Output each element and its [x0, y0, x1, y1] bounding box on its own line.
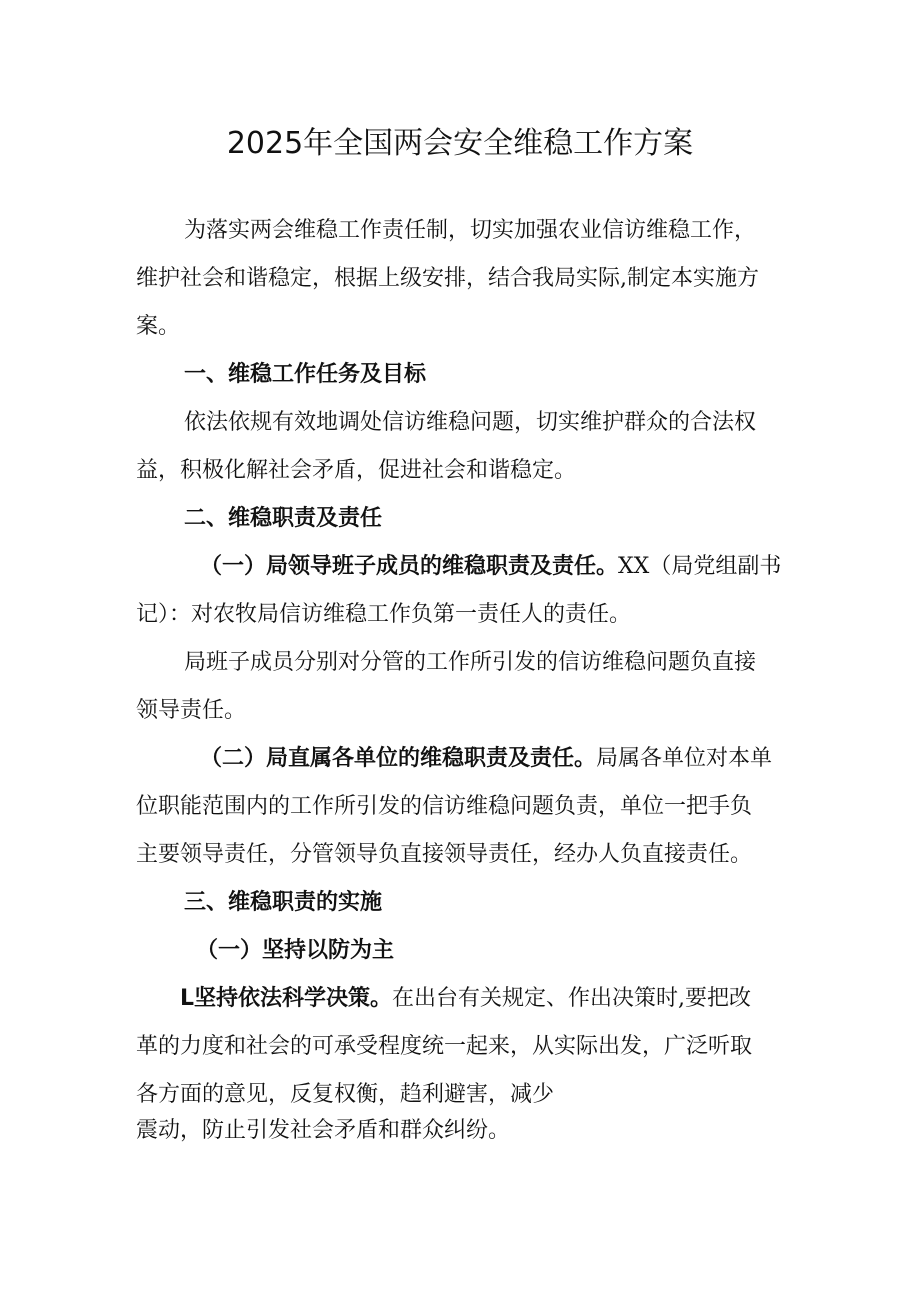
section-3-item-1-text: 在出台有关规定、作出决策时,要把改	[392, 986, 752, 1011]
section-2-sub-2-title: （二）局直属各单位的维稳职责及责任。	[200, 746, 597, 771]
section-3-item-1-line-2: 革的力度和社会的可承受程度统一起来，从实际出发，广泛听取	[136, 1034, 753, 1059]
section-2-sub-2-line-3: 主要领导责任，分管领导负直接领导责任，经办人负直接责任。	[136, 842, 753, 867]
section-2-sub-1	[200, 552, 781, 582]
intro-line-1: 为落实两会维稳工作责任制，切实加强农业信访维稳工作，	[184, 218, 757, 243]
intro-line-3: 案。	[136, 314, 181, 339]
section-3-item-1-line-4: 震动，防止引发社会矛盾和群众纠纷。	[136, 1118, 511, 1143]
section-2-sub-2-text: 局属各单位对本单	[596, 746, 773, 771]
section-2-heading: 二、维稳职责及责任	[184, 506, 383, 531]
section-1-line-1: 依法依规有效地调处信访维稳问题，切实维护群众的合法权	[184, 410, 757, 435]
section-3-heading: 三、维稳职责的实施	[184, 890, 383, 915]
section-2-sub-1-line-2: 记）：对农牧局信访维稳工作负第一责任人的责任。	[136, 602, 632, 627]
section-3-item-1-title: L坚持依法科学决策。	[180, 986, 393, 1011]
section-2-sub-2	[200, 744, 772, 774]
section-2-para-2-line-1: 局班子成员分别对分管的工作所引发的信访维稳问题负直接	[184, 650, 757, 675]
section-2-sub-1-title: （一）局领导班子成员的维稳职责及责任。	[200, 554, 619, 579]
intro-line-2: 维护社会和谐稳定，根据上级安排，结合我局实际,制定本实施方	[136, 266, 759, 291]
document-title: 2025年全国两会安全维稳工作方案	[226, 126, 694, 161]
section-1-heading: 一、维稳工作任务及目标	[184, 362, 427, 387]
section-1-line-2: 益，积极化解社会矛盾，促进社会和谐稳定。	[136, 458, 577, 483]
section-2-sub-2-line-2: 位职能范围内的工作所引发的信访维稳问题负责，单位一把手负	[136, 794, 753, 819]
section-3-item-1	[180, 984, 751, 1014]
section-2-para-2-line-2: 领导责任。	[136, 698, 247, 723]
section-3-item-1-line-3: 各方面的意见，反复权衡，趋利避害，减少	[136, 1082, 555, 1107]
section-2-sub-1-text: XX（局党组副书	[618, 554, 782, 579]
section-3-sub-1: （一）坚持以防为主	[196, 938, 395, 963]
